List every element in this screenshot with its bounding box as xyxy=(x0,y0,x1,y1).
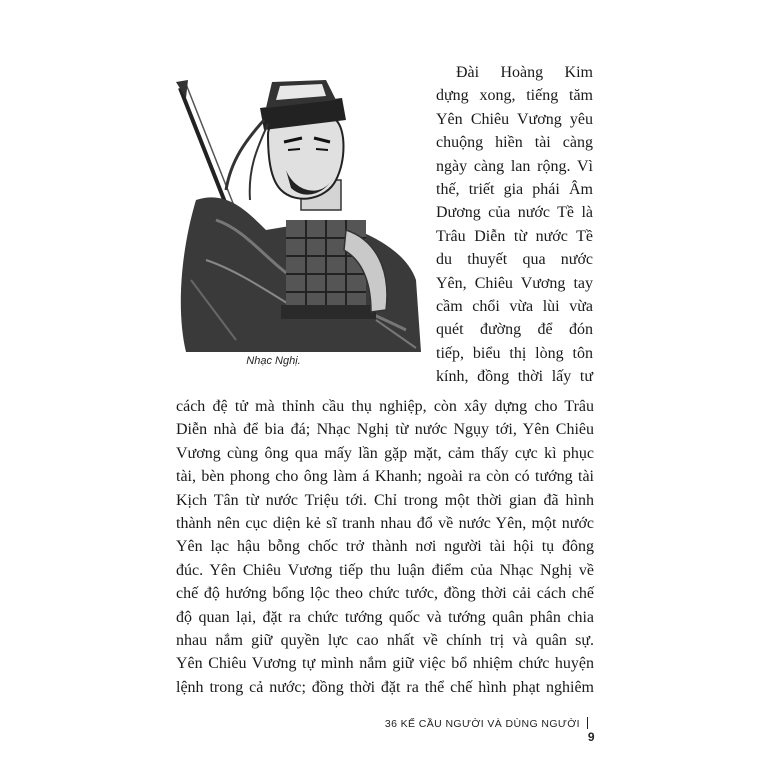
text-line: Kịch Tân từ nước Triệu tới. Chỉ trong một thời gian đã hình xyxy=(176,491,594,509)
main-paragraph xyxy=(176,395,594,699)
text-line: Diễn nhà để bia đá; Nhạc Nghị từ nước Ngụy tới, Yên Chiêu xyxy=(176,421,594,439)
text-line: quét đường để đón xyxy=(436,321,593,339)
illustration-figure xyxy=(176,80,423,370)
text-line: Vương cùng ông qua mấy lần gặp mặt, cảm thấy cực kì phục xyxy=(176,444,594,462)
figure-caption: Nhạc Nghị. xyxy=(246,355,301,367)
text-line: Đài Hoàng Kim xyxy=(456,64,593,81)
text-line: thế, triết gia phái Âm xyxy=(436,180,593,198)
footer-divider xyxy=(587,717,588,729)
text-line: kính, đồng thời lấy tư xyxy=(436,368,593,386)
side-paragraph xyxy=(436,61,593,388)
page-number: 9 xyxy=(587,730,595,744)
text-line: chế độ hướng bổng lộc theo chức tước, đồng thời cải cách chế xyxy=(176,585,594,603)
text-line: Yên Chiêu Vương tự mình nắm giữ việc bổ nhiệm chức huyện xyxy=(176,655,594,673)
text-line: cầm chổi vừa lùi vừa xyxy=(436,297,593,315)
text-line: tiếp, biểu thị lòng tôn xyxy=(436,344,593,362)
text-line: nhau nắm giữ quyền lực cao nhất về chính trị và quân sự. xyxy=(176,631,594,649)
text-line: lệnh trong cả nước; đồng thời đặt ra thể chế hình phạt nghiêm xyxy=(176,678,594,696)
page-footer xyxy=(380,717,595,744)
running-title: 36 KẾ CẦU NGƯỜI VÀ DÙNG NGƯỜI xyxy=(384,718,580,730)
text-line: chuộng hiền tài càng xyxy=(436,134,593,152)
text-line: Yên, Chiêu Vương tay xyxy=(436,274,593,292)
text-line: Yên Chiêu Vương yêu xyxy=(436,110,593,128)
text-line: thành nên cục diện kẻ sĩ tranh nhau đổ về nước Yên, một nước xyxy=(176,514,594,532)
text-line: du thuyết qua nước xyxy=(436,251,593,269)
text-line: dựng xong, tiếng tăm xyxy=(436,87,593,105)
text-line: Yên lạc hậu bỗng chốc trở thành nơi người tài hội tụ đông xyxy=(176,538,594,556)
text-line: độ quan lại, đặt ra chức tướng quốc và tướng quân phân chia xyxy=(176,608,594,626)
text-line: tài, bèn phong cho ông làm á Khanh; ngoài ra còn có tướng tài xyxy=(176,468,594,486)
text-line: Trâu Diễn từ nước Tề xyxy=(436,227,593,245)
text-line: Dương của nước Tề là xyxy=(436,204,593,222)
text-line: cách đệ tử mà thỉnh cầu thụ nghiệp, còn xây dựng cho Trâu xyxy=(176,398,594,415)
text-line: ngày càng lan rộng. Vì xyxy=(436,157,593,175)
warrior-illustration xyxy=(176,80,423,352)
text-line: đúc. Yên Chiêu Vương tiếp thu luận điểm của Nhạc Nghị về xyxy=(176,561,594,579)
